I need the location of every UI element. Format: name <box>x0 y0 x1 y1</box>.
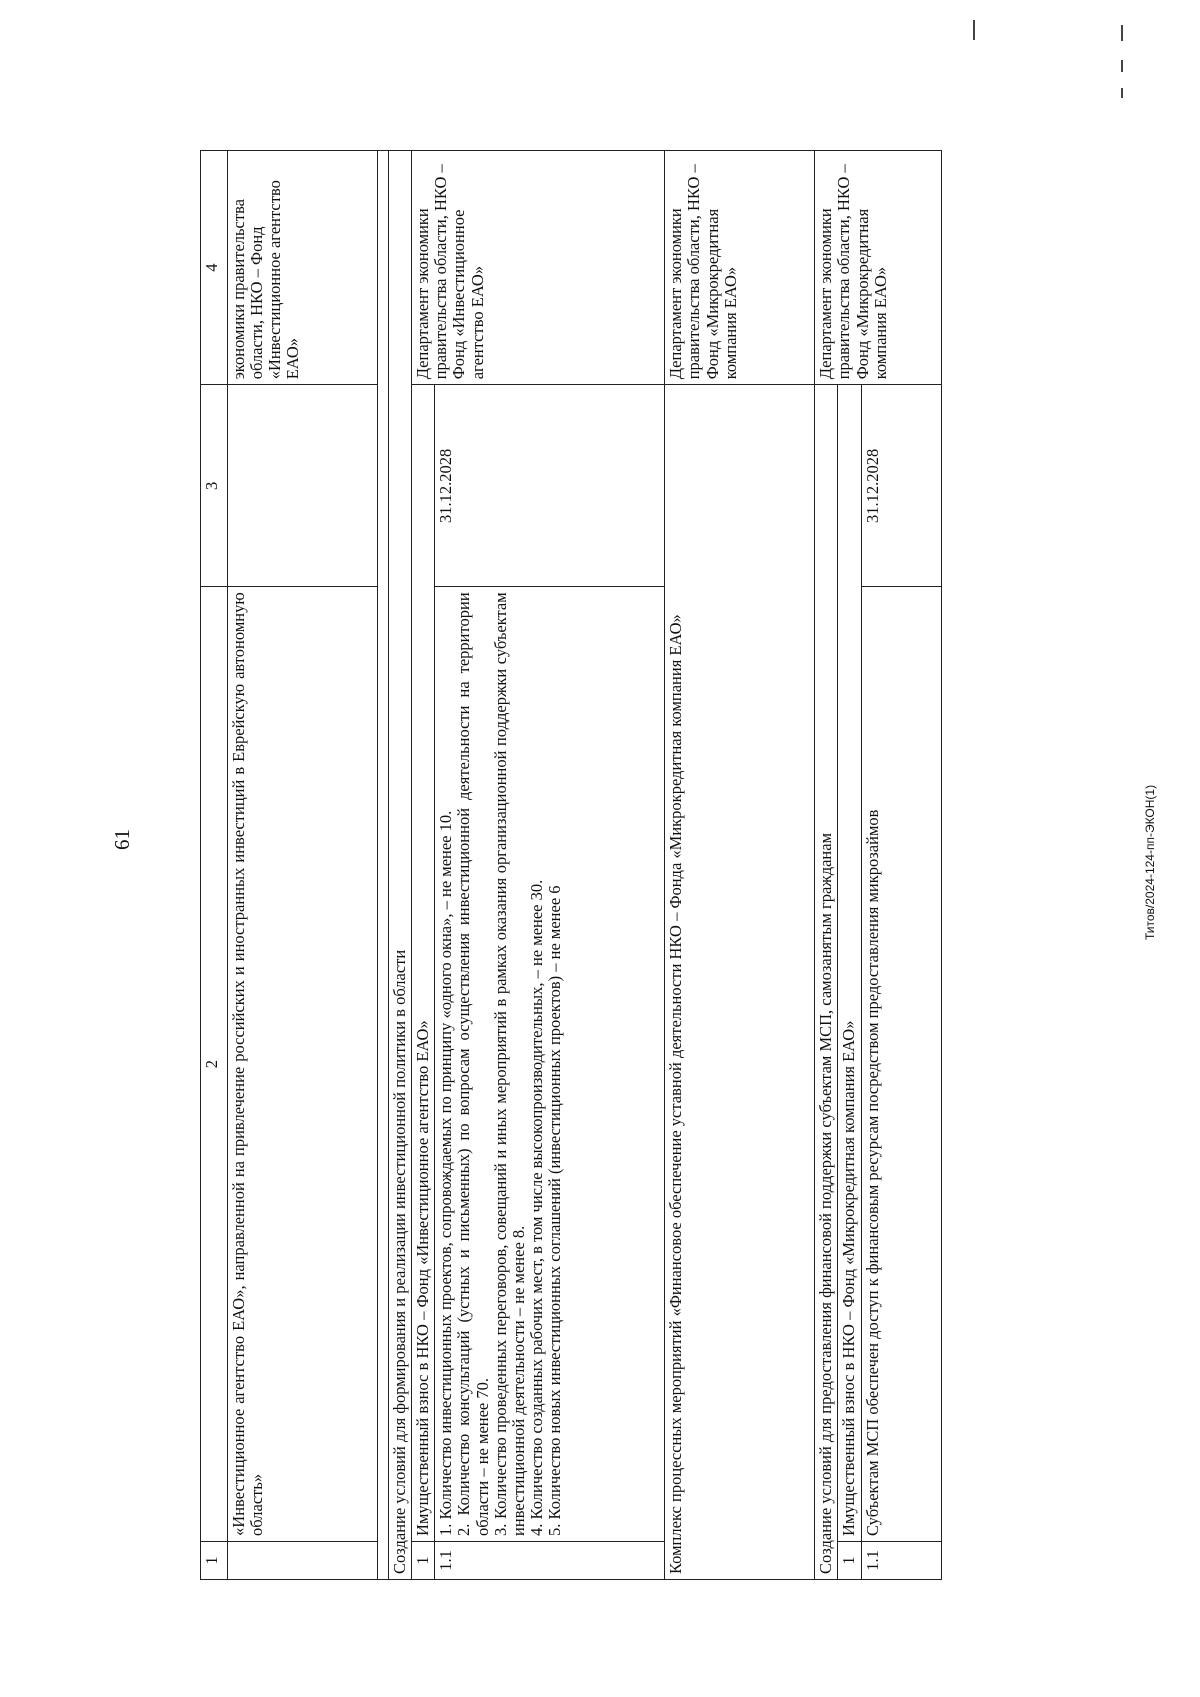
row-responsible: экономики правительства области, НКО – Фонд «Инвестиционное агентство ЕАО» <box>228 151 378 385</box>
item-number: 1.1 <box>435 1541 665 1579</box>
table-header-row <box>201 151 228 1580</box>
section-title-row <box>815 151 838 1580</box>
section-title: Создание условий для предоставления финансовой поддержки субъектам МСП, самозанятым гражданам <box>815 385 838 1580</box>
indicator-item: 1. Количество инвестиционных проектов, сопровождаемых по принципу «одного окна», – не менее 10. <box>436 810 456 1536</box>
item-date: 31.12.2028 <box>861 385 941 587</box>
indicator-item: 2. Количество консультаций (устных и письменных) по вопросам осуществления инвестиционной деятельности на территории области – не менее 70. <box>454 592 492 1536</box>
header-col-4: 4 <box>201 151 228 385</box>
subsection-title: Имущественный взнос в НКО – Фонд «Инвестиционное агентство ЕАО» <box>412 385 435 1542</box>
section3-responsible: Департамент экономики правительства области, НКО – Фонд «Микрокредитная компания ЕАО» <box>815 151 941 385</box>
indicator-item: 5. Количество новых инвестиционных соглашений (инвестиционных проектов) – не менее 6 <box>545 885 565 1536</box>
page-number: 61 <box>110 829 134 850</box>
table-row <box>665 151 815 1580</box>
row-description: «Инвестиционное агентство ЕАО», направленной на привлечение российских и иностранных инвестиций в Еврейскую автономную область» <box>228 587 378 1542</box>
rotated-table-wrapper <box>200 150 910 1580</box>
header-col-3: 3 <box>201 385 228 587</box>
indicator-item: 4. Количество созданных рабочих мест, в том числе высокопроизводительных, – не менее 30. <box>526 879 546 1536</box>
spacer-row <box>378 151 389 1580</box>
subsection-number: 1 <box>412 1541 435 1579</box>
indicator-list <box>435 587 665 1542</box>
section-title: Создание условий для формирования и реализации инвестиционной политики в области <box>389 151 412 1580</box>
item-date: 31.12.2028 <box>435 385 665 587</box>
program-table <box>200 150 942 1580</box>
row-date <box>228 385 378 587</box>
header-col-2: 2 <box>201 587 228 1542</box>
subsection-number: 1 <box>838 1541 861 1579</box>
subsection-title: Имущественный взнос в НКО – Фонд «Микрокредитная компания ЕАО» <box>838 385 861 1542</box>
section-title-row <box>389 151 412 1580</box>
section2-responsible: Департамент экономики правительства области, НКО – Фонд «Инвестиционное агентство ЕАО» <box>412 151 665 385</box>
process-complex-responsible: Департамент экономики правительства области, НКО – Фонд «Микрокредитная компания ЕАО» <box>665 151 815 385</box>
process-complex-title: Комплекс процессных мероприятий «Финансовое обеспечение уставной деятельности НКО – Фонда «Микрокредитная компания ЕАО» <box>665 385 815 1580</box>
table-row <box>228 151 378 1580</box>
subsection-row <box>412 151 435 1580</box>
row-number <box>228 1541 378 1579</box>
header-col-1: 1 <box>201 1541 228 1579</box>
item-description: Субъектам МСП обеспечен доступ к финансовым ресурсам посредством предоставления микрозаймов <box>861 587 941 1542</box>
indicator-item: 3. Количество проведенных переговоров, совещаний и иных мероприятий в рамках оказания организационной поддержки субъектам инвестиционной деятельности – не менее 8. <box>490 592 528 1536</box>
item-number: 1.1 <box>861 1541 941 1579</box>
document-code: Титов/2024-124-пп-ЭКОН(1) <box>1143 784 1157 940</box>
